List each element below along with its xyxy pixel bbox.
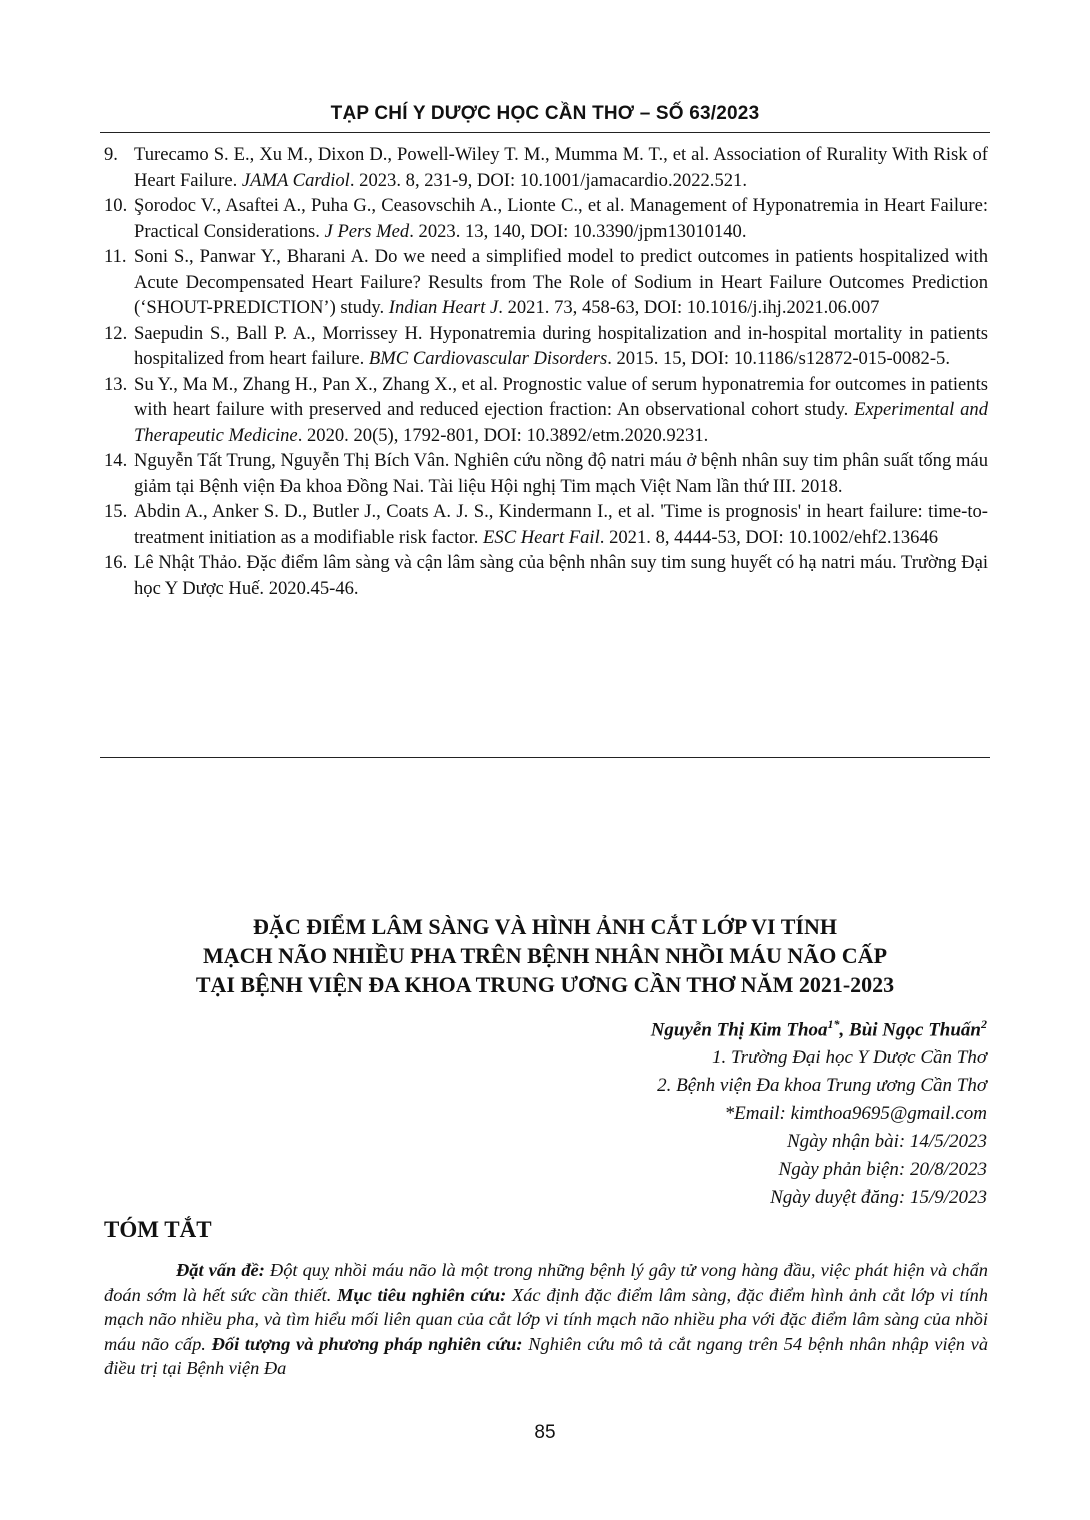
article-meta <box>387 1010 987 1212</box>
affiliation-1: 1. Trường Đại học Y Dược Cần Thơ <box>712 1047 987 1069</box>
review-date: Ngày phản biện: 20/8/2023 <box>778 1159 987 1181</box>
reference-text: Turecamo S. E., Xu M., Dixon D., Powell-Wiley T. M., Mumma M. T., et al. Association of Rurality With Risk of Heart Failure. JAMA Cardiol. 2023. 8, 231-9, DOI: 10.1001/jamacardio.2022.521. <box>134 144 988 191</box>
reference-text: Abdin A., Anker S. D., Butler J., Coats A. J. S., Kindermann I., et al. 'Time is prognosis' in heart failure: time-to-treatment initiation as a modifiable risk factor. ESC Heart Fail. 2021. 8, 4444-53, DOI: 10.1002/ehf2.13646 <box>134 501 988 548</box>
article-title-line: ĐẶC ĐIỂM LÂM SÀNG VÀ HÌNH ẢNH CẮT LỚP VI TÍNH <box>253 914 837 939</box>
reference-journal: J Pers Med <box>324 220 410 242</box>
reference-number: 9. <box>104 144 118 165</box>
reference-text: Saepudin S., Ball P. A., Morrissey H. Hyponatremia during hospitalization and in-hospital mortality in patients hospitalized from heart failure. BMC Cardiovascular Disorders. 2015. 15, DOI: 10.1186/s12872-015-0082-5. <box>134 322 988 369</box>
reference-text: Soni S., Panwar Y., Bharani A. Do we need a simplified model to predict outcomes in patients hospitalized with Acute Decompensated Heart Failure? Results from The Role of Sodium in Heart Failure Outcomes Prediction (‘SHOUT-PREDICTION’) study. Indian Heart J. 2021. 73, 458-63, DOI: 10.1016/j.ihj.2021.06.007 <box>134 246 988 318</box>
reference-item <box>104 193 988 244</box>
reference-journal: JAMA Cardiol <box>241 169 350 191</box>
reference-number: 11. <box>104 246 127 267</box>
reference-item <box>104 142 988 193</box>
reference-item <box>104 372 988 449</box>
abstract-label: Đặt vấn đề: <box>176 1260 265 1280</box>
reference-text: Şorodoc V., Asaftei A., Puha G., Ceasovschih A., Lionte C., et al. Management of Hyponatremia in Heart Failure: Practical Considerations. J Pers Med. 2023. 13, 140, DOI: 10.3390/jpm13010140. <box>134 195 988 242</box>
author-name: Bùi Ngọc Thuấn <box>849 1019 981 1041</box>
reference-item <box>104 448 988 499</box>
reference-item <box>104 321 988 372</box>
page-number: 85 <box>534 1422 556 1443</box>
reference-journal: ESC Heart Fail <box>483 526 600 548</box>
reference-item <box>104 550 988 601</box>
reference-text: Su Y., Ma M., Zhang H., Pan X., Zhang X., et al. Prognostic value of serum hyponatremia for outcomes in patients with heart failure with preserved and reduced ejection fraction: An observational cohort study. Experimental and Therapeutic Medicine. 2020. 20(5), 1792-801, DOI: 10.3892/etm.2020.9231. <box>134 373 989 446</box>
article-title-line: TẠI BỆNH VIỆN ĐA KHOA TRUNG ƯƠNG CẦN THƠ NĂM 2021-2023 <box>195 972 895 997</box>
reference-journal: Indian Heart J <box>388 297 499 318</box>
abstract-label: Mục tiêu nghiên cứu: <box>337 1284 507 1305</box>
reference-number: 10. <box>104 195 128 216</box>
affiliation-2: 2. Bệnh viện Đa khoa Trung ương Cần Thơ <box>657 1075 987 1097</box>
corresponding-email: *Email: kimthoa9695@gmail.com <box>724 1103 987 1125</box>
reference-text: Lê Nhật Thảo. Đặc điểm lâm sàng và cận lâm sàng của bệnh nhân suy tim sung huyết có hạ natri máu. Trường Đại học Y Dược Huế. 2020.45-46. <box>134 552 988 599</box>
article-title-line: MẠCH NÃO NHIỀU PHA TRÊN BỆNH NHÂN NHỒI MÁU NÃO CẤP <box>202 943 888 968</box>
article-title <box>100 912 990 999</box>
abstract-label: Đối tượng và phương pháp nghiên cứu: <box>211 1333 523 1354</box>
reference-item <box>104 244 988 321</box>
reference-journal: BMC Cardiovascular Disorders <box>368 348 608 369</box>
reference-number: 16. <box>104 552 128 573</box>
reference-journal: Experimental and Therapeutic Medicine <box>134 399 989 446</box>
author-affiliation-mark: 2 <box>981 1017 987 1031</box>
reference-text: Nguyễn Tất Trung, Nguyễn Thị Bích Vân. Nghiên cứu nồng độ natri máu ở bệnh nhân suy tim phân suất tống máu giảm tại Bệnh viện Đa khoa Đồng Nai. Tài liệu Hội nghị Tim mạch Việt Nam lần thứ III. 2018. <box>134 450 988 497</box>
reference-number: 15. <box>104 501 128 522</box>
author-line: Nguyễn Thị Kim Thoa$^{1*}$, Bùi Ngọc Thuấn$^2$ <box>650 1017 987 1041</box>
reference-number: 13. <box>104 373 128 395</box>
author-affiliation-mark: 1* <box>827 1017 840 1031</box>
journal-header: TẠP CHÍ Y DƯỢC HỌC CẦN THƠ – SỐ 63/2023 <box>330 103 760 124</box>
abstract-heading: TÓM TẮT <box>104 1217 212 1242</box>
reference-number: 12. <box>104 322 128 344</box>
reference-list <box>104 142 988 601</box>
author-name: Nguyễn Thị Kim Thoa <box>650 1019 828 1041</box>
reference-number: 14. <box>104 450 128 471</box>
reference-item <box>104 499 988 550</box>
section-divider <box>100 757 990 758</box>
accepted-date: Ngày duyệt đăng: 15/9/2023 <box>770 1187 987 1209</box>
received-date: Ngày nhận bài: 14/5/2023 <box>786 1131 987 1153</box>
header-rule <box>100 132 990 133</box>
abstract-body: Đặt vấn đề: Đột quỵ nhồi máu não là một trong những bệnh lý gây tử vong hàng đầu, việc phát hiện và chẩn đoán sớm là hết sức cần thiết. Mục tiêu nghiên cứu: Xác định đặc điểm lâm sàng, đặc điểm hình ảnh cắt lớp vi tính mạch não nhiều pha, và tìm hiểu mối liên quan của cắt lớp vi tính mạch não nhiều pha với đặc điểm lâm sàng của nhồi máu não cấp. Đối tượng và phương pháp nghiên cứu: Nghiên cứu mô tả cắt ngang trên 54 bệnh nhân nhập viện và điều trị tại Bệnh viện Đa <box>104 1260 989 1378</box>
